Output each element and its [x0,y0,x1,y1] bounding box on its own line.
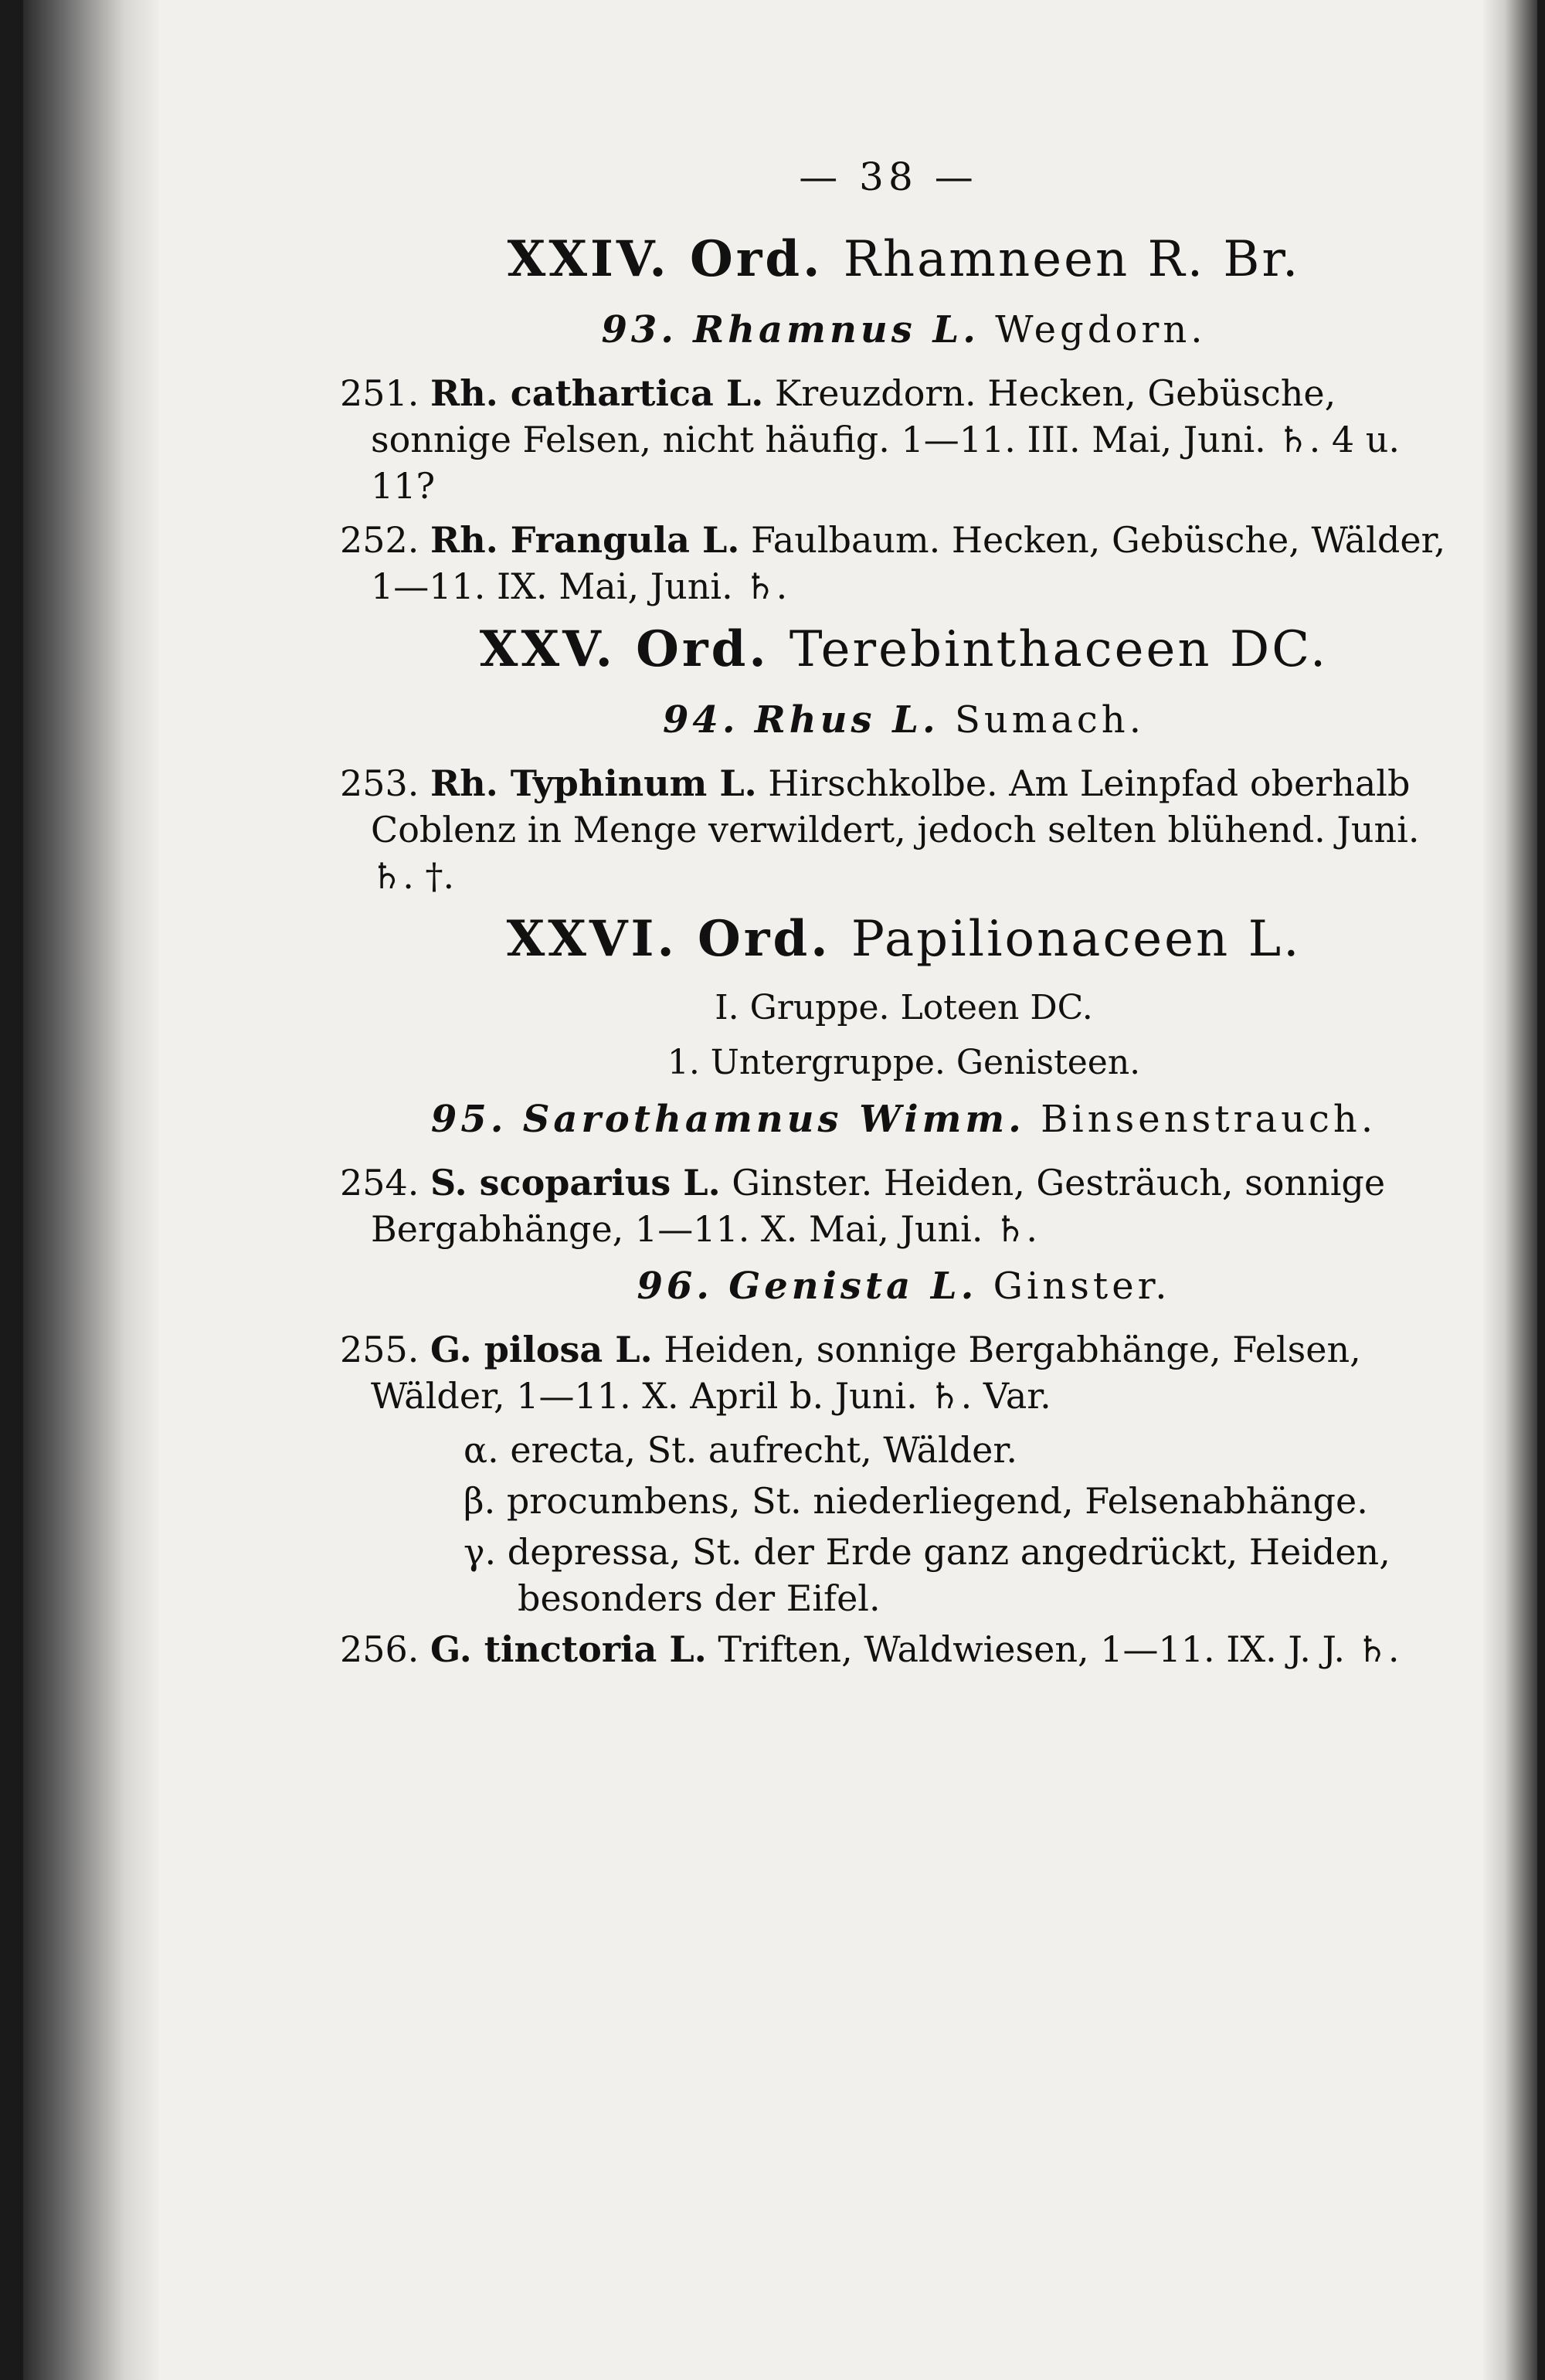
variety-gamma [464,1529,1468,1621]
order-name: Rhamneen R. Br. [843,231,1301,288]
entry-number: 252. [340,519,419,561]
genus-heading-94 [340,698,1468,742]
entry-text: Kreuzdorn. Hecken, Gebüsche, sonnige Felsen, nicht häufig. 1—11. III. Mai, Juni. ♄. 4 u. 11? [371,372,1401,507]
entry-text: Ginster. Heiden, Gesträuch, sonnige Bergabhänge, 1—11. X. Mai, Juni. ♄. [371,1162,1386,1250]
variety-beta [464,1478,1468,1524]
subgroup-heading [340,1043,1468,1082]
genus-name: Rhus L. [754,698,939,742]
page-number: — 38 — [799,154,978,199]
entry-number: 255. [340,1329,419,1370]
group-label: I. Gruppe. [715,988,890,1027]
entry-text: Faulbaum. Hecken, Gebüsche, Wälder, 1—11. IX. Mai, Juni. ♄. [371,519,1446,607]
order-name: Papilionaceen L. [851,911,1302,968]
entry-number: 251. [340,372,419,414]
species-entry-253 [340,760,1468,899]
species-entry-251 [340,370,1468,509]
genus-number: 93. [601,308,677,351]
order-label: XXVI. Ord. [506,910,831,968]
order-label: XXV. Ord. [479,620,769,678]
variety-mark: γ. [464,1531,497,1573]
species-name: G. tinctoria L. [430,1628,707,1670]
genus-heading-95 [340,1098,1468,1141]
genus-name: Rhamnus L. [693,308,980,351]
page-edge [1483,0,1537,2380]
species-name: Rh. cathartica L. [430,372,764,414]
subgroup-label: 1. Untergruppe. [667,1043,946,1082]
page-content [340,139,1468,1680]
genus-name: Sarothamnus Wimm. [522,1098,1025,1141]
variety-text: erecta, St. aufrecht, Wälder. [510,1429,1017,1471]
genus-name: Genista L. [728,1265,978,1308]
genus-heading-96 [340,1265,1468,1308]
order-label: XXIV. Ord. [507,230,823,288]
group-name: Loteen DC. [900,988,1093,1027]
entry-number: 254. [340,1162,419,1204]
genus-common-name: Ginster. [993,1265,1171,1308]
genus-common-name: Wegdorn. [995,308,1207,351]
order-heading-xxv [340,620,1468,678]
entry-text: Heiden, sonnige Bergabhänge, Felsen, Wälder, 1—11. X. April b. Juni. ♄. Var. [371,1329,1361,1417]
species-entry-252 [340,517,1468,609]
variety-mark: β. [464,1480,496,1522]
species-name: Rh. Typhinum L. [430,762,757,804]
subgroup-name: Genisteen. [956,1043,1141,1082]
species-name: G. pilosa L. [430,1329,653,1370]
book-page [23,0,1537,2380]
species-entry-256 [340,1626,1468,1672]
species-name: S. scoparius L. [430,1162,721,1204]
binding-gutter [23,0,158,2380]
order-heading-xxiv [340,230,1468,288]
genus-common-name: Binsenstrauch. [1041,1098,1377,1141]
genus-heading-93 [340,308,1468,351]
genus-number: 96. [637,1265,713,1308]
variety-text: procumbens, St. niederliegend, Felsenabhänge. [506,1480,1368,1522]
species-entry-255 [340,1326,1468,1419]
species-name: Rh. Frangula L. [430,519,740,561]
entry-text: Hirschkolbe. Am Leinpfad oberhalb Coblenz in Menge verwildert, jedoch selten blühend. Juni. ♄. †. [371,762,1420,897]
entry-number: 253. [340,762,419,804]
species-entry-254 [340,1159,1468,1252]
variety-mark: α. [464,1429,499,1471]
entry-number: 256. [340,1628,419,1670]
variety-alpha [464,1427,1468,1473]
genus-number: 95. [430,1098,508,1141]
order-heading-xxvi [340,910,1468,968]
order-name: Terebinthaceen DC. [789,621,1329,678]
group-heading [340,988,1468,1027]
variety-text: depressa, St. der Erde ganz angedrückt, Heiden, besonders der Eifel. [507,1531,1390,1619]
genus-number: 94. [663,698,739,742]
genus-common-name: Sumach. [954,698,1145,742]
entry-text: Triften, Waldwiesen, 1—11. IX. J. J. ♄. [718,1628,1400,1670]
